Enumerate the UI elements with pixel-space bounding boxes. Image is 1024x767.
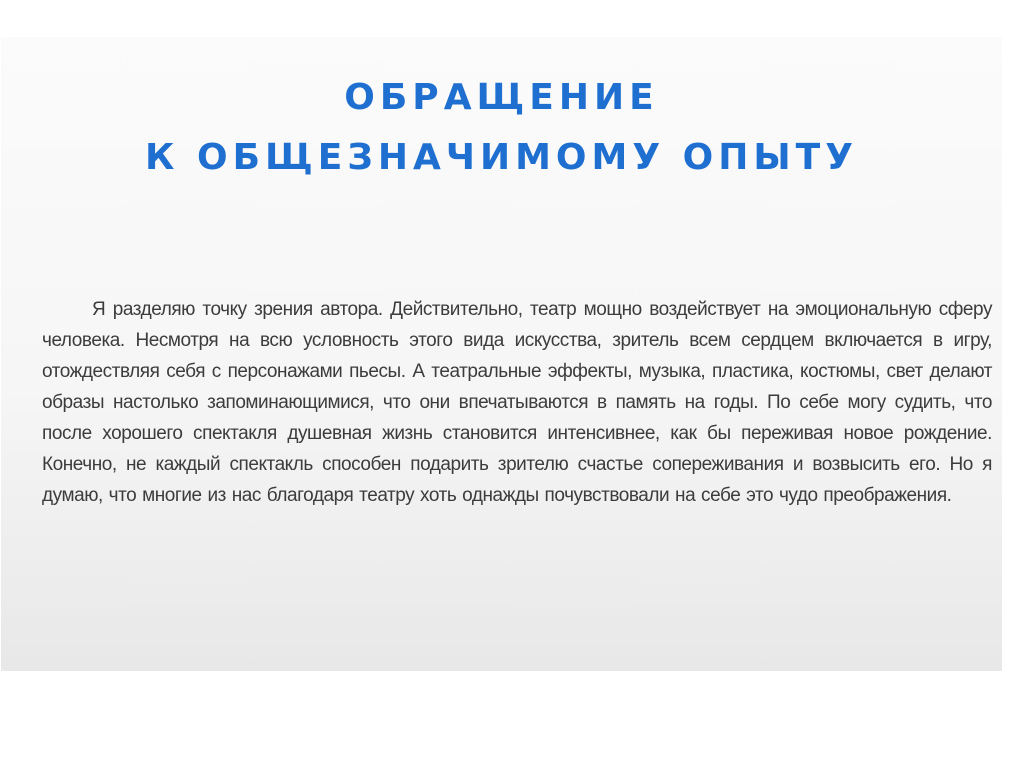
slide — [1, 37, 1002, 671]
slide-title-line-1: ОБРАЩЕНИЕ — [344, 77, 659, 118]
body-paragraph: Я разделяю точку зрения автора. Действительно, театр мощно воздействует на эмоциональную сферу человека. Несмотря на всю условность этого вида искусства, зритель всем сердцем включается в игру, отождествляя себя с персонажами пьесы. А театральные эффекты, музыка, пластика, костюмы, свет делают образы настолько запоминающимися, что они впечатываются в память на годы. По себе могу судить, что после хорошего спектакля душевная жизнь становится интенсивнее, как бы переживая новое рождение. Конечно, не каждый спектакль способен подарить зрителю счастье сопереживания и возвысить его. Но я думаю, что многие из нас благодаря театру хоть однажды почувствовали на себе это чудо преображения. — [42, 299, 992, 506]
slide-title-line-2: К ОБЩЕЗНАЧИМОМУ ОПЫТУ — [145, 137, 858, 178]
